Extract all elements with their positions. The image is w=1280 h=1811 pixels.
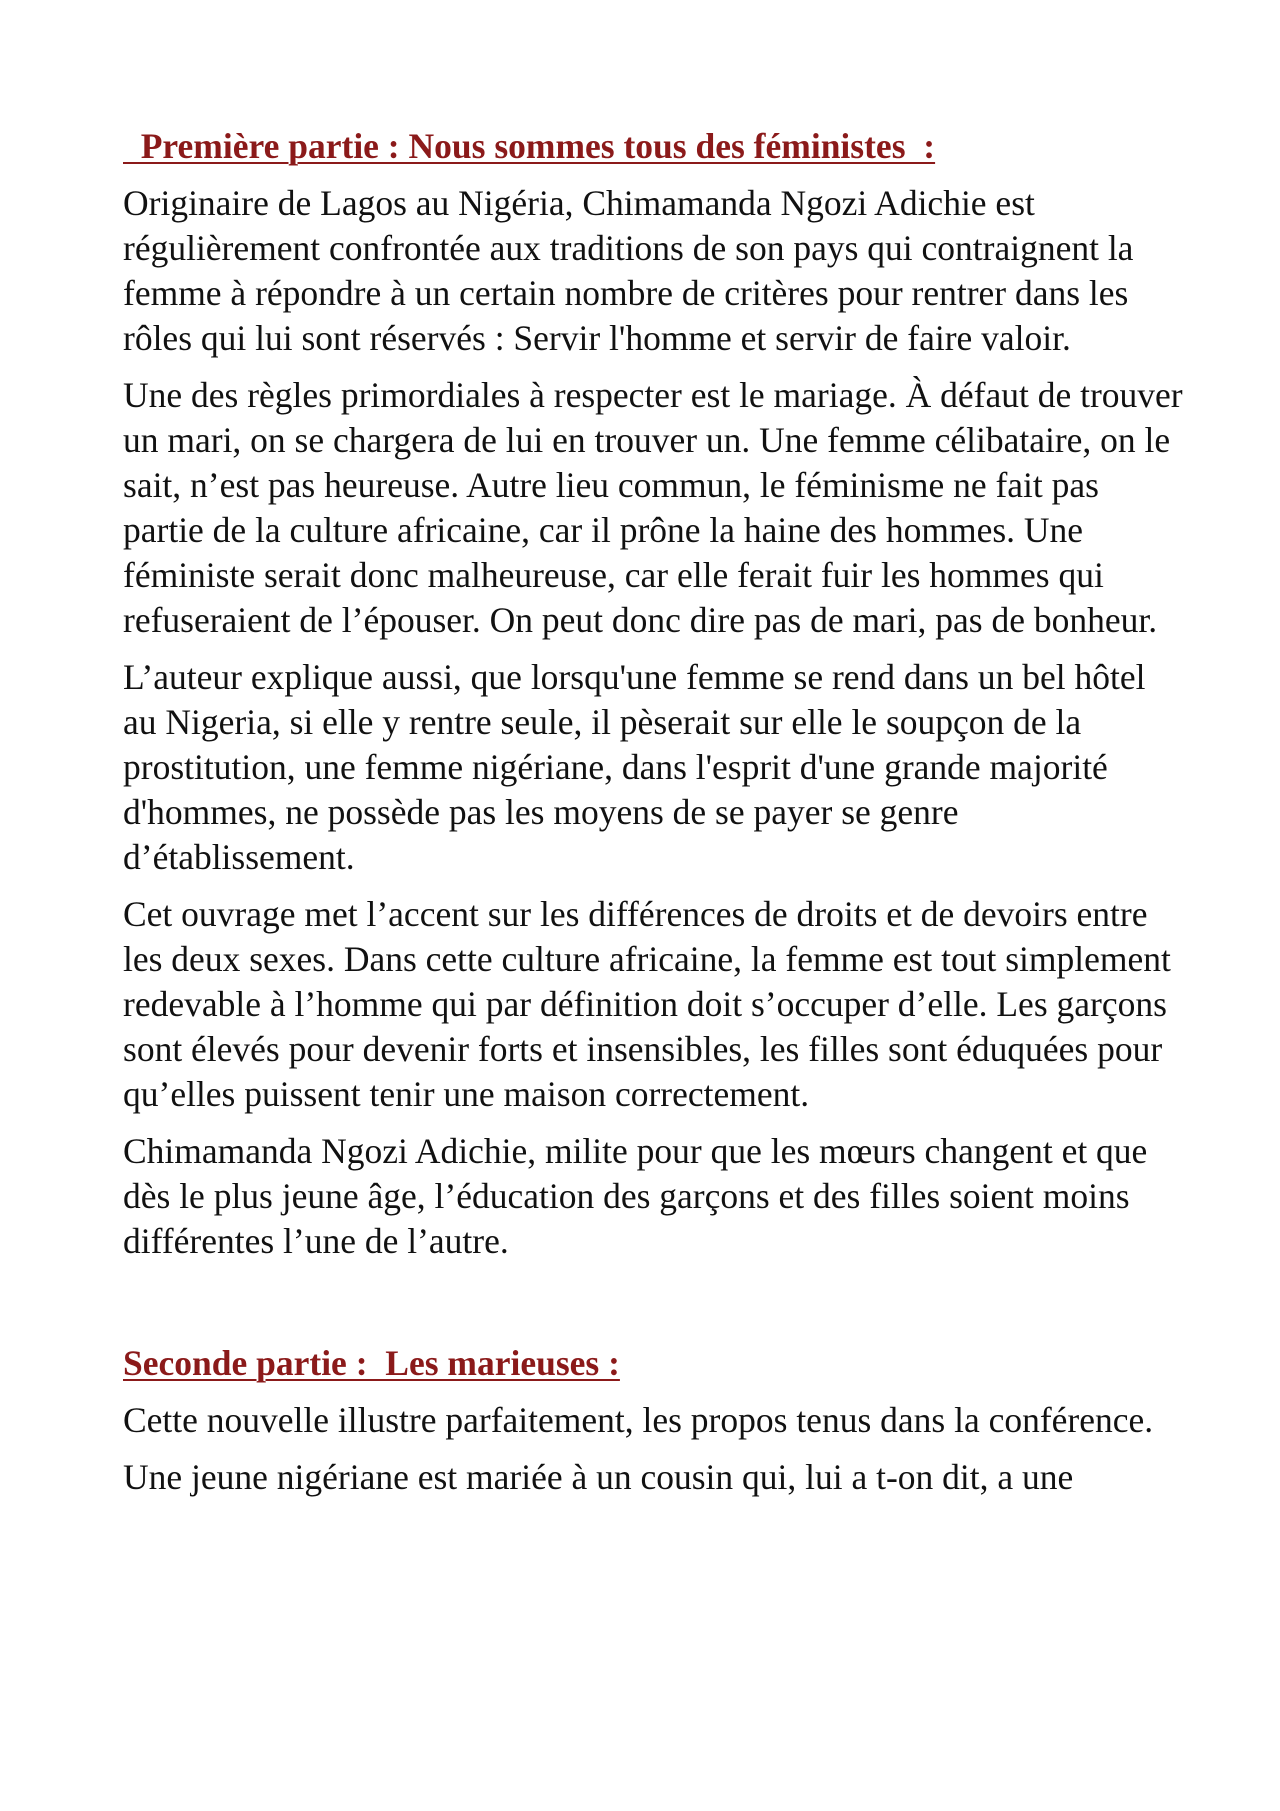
section-heading-seconde-partie: Seconde partie : Les marieuses : [123,1343,620,1383]
paragraph: Une des règles primordiales à respecter est le mariage. À défaut de trouver un mari, on se chargera de lui en trouver un. Une femme célibataire, on le sait, n’est pas heureuse. Autre lieu commun, le féminisme ne fait pas partie de la culture africaine, car il prône la haine des hommes. Une féministe serait donc malheureuse, car elle ferait fuir les hommes qui refuseraient de l’épouser. On peut donc dire pas de mari, pas de bonheur. [123,375,1183,640]
paragraph: Chimamanda Ngozi Adichie, milite pour que les mœurs changent et que dès le plus jeune âge, l’éducation des garçons et des filles soient moins différentes l’une de l’autre. [123,1131,1148,1261]
section-heading-premiere-partie: Première partie : Nous sommes tous des féministes : [123,126,936,166]
document-body [123,124,1183,1512]
paragraph: Une jeune nigériane est mariée à un cousin qui, lui a t-on dit, a une [123,1457,1074,1497]
section-spacer [123,1276,1183,1341]
paragraph: L’auteur explique aussi, que lorsqu'une femme se rend dans un bel hôtel au Nigeria, si elle y rentre seule, il pèserait sur elle le soupçon de la prostitution, une femme nigériane, dans l'esprit d'une grande majorité d'hommes, ne possède pas les moyens de se payer se genre d’établissement. [123,657,1146,877]
paragraph: Cette nouvelle illustre parfaitement, les propos tenus dans la conférence. [123,1400,1154,1440]
paragraph: Cet ouvrage met l’accent sur les différences de droits et de devoirs entre les deux sexes. Dans cette culture africaine, la femme est tout simplement redevable à l’homme qui par définition doit s’occuper d’elle. Les garçons sont élevés pour devenir forts et insensibles, les filles sont éduquées pour qu’elles puissent tenir une maison correctement. [123,894,1171,1114]
paragraph: Originaire de Lagos au Nigéria, Chimamanda Ngozi Adichie est régulièrement confrontée aux traditions de son pays qui contraignent la femme à répondre à un certain nombre de critères pour rentrer dans les rôles qui lui sont réservés : Servir l'homme et servir de faire valoir. [123,183,1134,358]
